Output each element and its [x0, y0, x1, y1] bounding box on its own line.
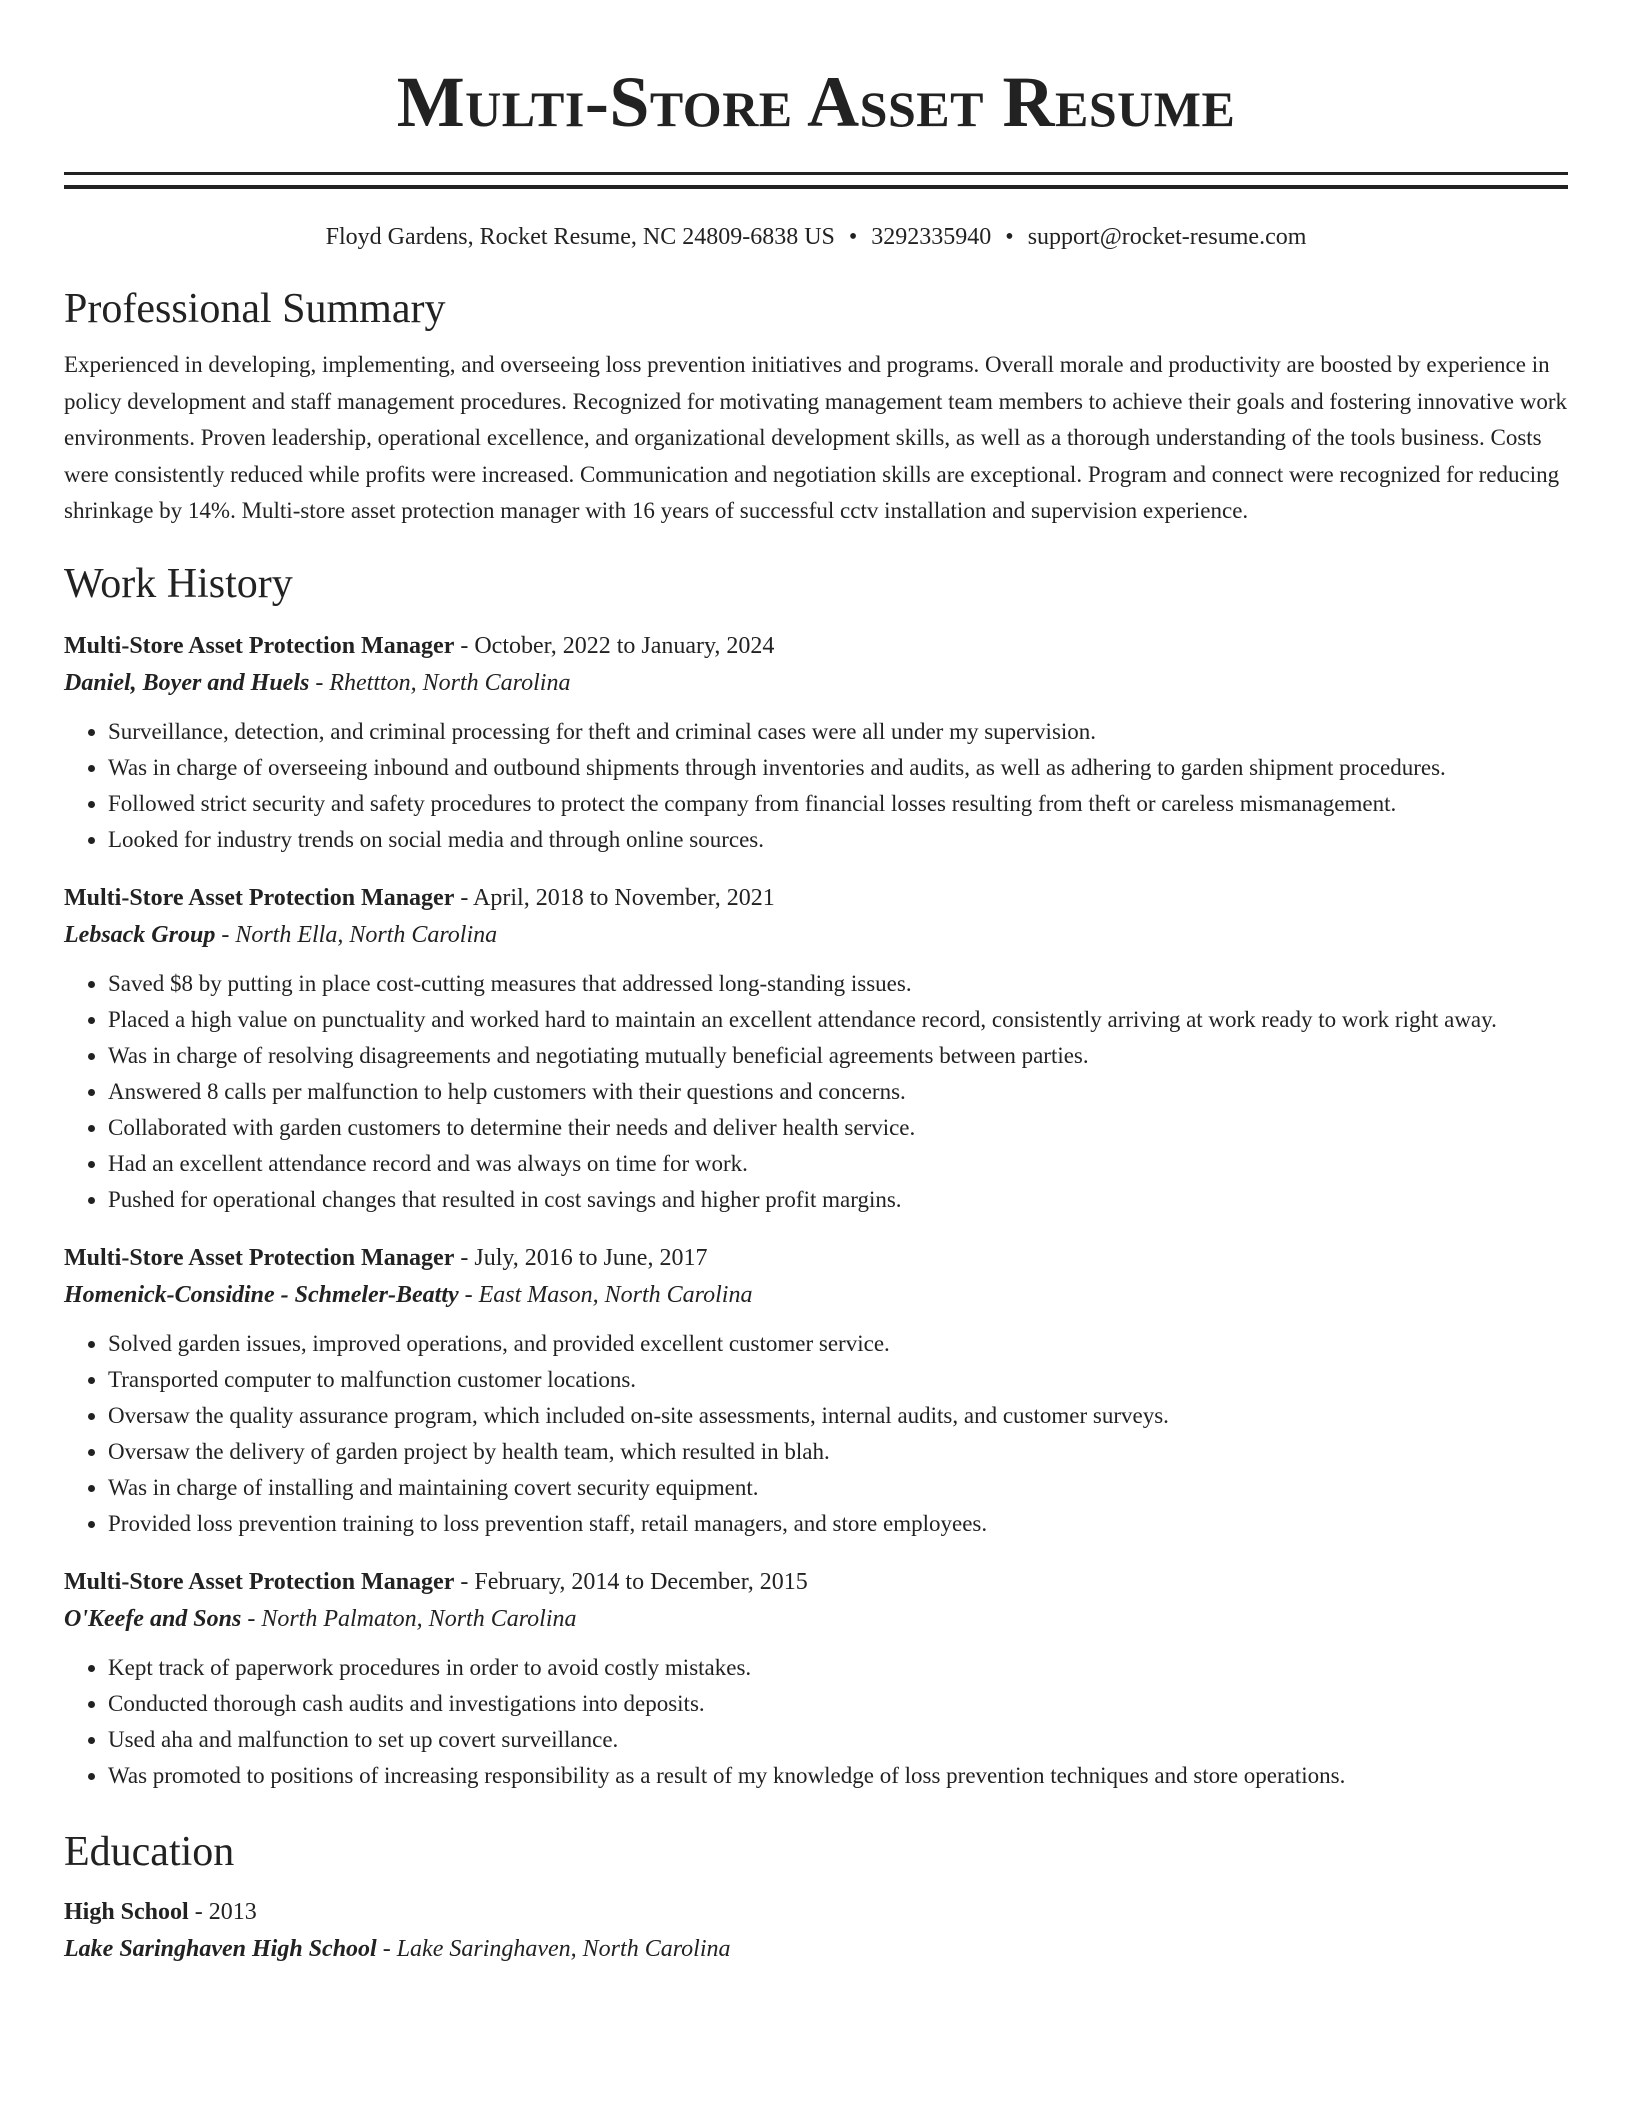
- contact-separator: •: [848, 224, 858, 250]
- job-company: O'Keefe and Sons: [64, 1605, 242, 1632]
- section-title-summary: Professional Summary: [64, 286, 446, 332]
- contact-email: support@rocket-resume.com: [1027, 224, 1307, 250]
- job-employer-line: [64, 916, 1568, 954]
- list-item: • Kept track of paperwork procedures in order to avoid costly mistakes.: [108, 1650, 1568, 1686]
- job-employer-line: [64, 1600, 1568, 1638]
- job-employer-line: [64, 664, 1568, 702]
- education-location: - Lake Saringhaven, North Carolina: [376, 1935, 731, 1962]
- education-degree: High School: [64, 1898, 189, 1925]
- list-item: • Had an excellent attendance record and was always on time for work.: [108, 1146, 1568, 1182]
- job-role: Multi-Store Asset Protection Manager: [64, 884, 455, 911]
- job-duties-list: [64, 1326, 1568, 1542]
- list-item: • Surveillance, detection, and criminal processing for theft and criminal cases were all under my supervision.: [108, 714, 1568, 750]
- list-item: • Solved garden issues, improved operations, and provided excellent customer service.: [108, 1326, 1568, 1362]
- title-double-rule: [64, 172, 1568, 189]
- list-item: • Oversaw the quality assurance program, which included on-site assessments, internal audits, and customer surveys.: [108, 1398, 1568, 1434]
- job-heading: [64, 1564, 1568, 1600]
- job-entry: [64, 628, 1568, 858]
- job-employer-line: [64, 1276, 1568, 1314]
- list-item: • Conducted thorough cash audits and investigations into deposits.: [108, 1686, 1568, 1722]
- job-entry: [64, 1240, 1568, 1542]
- contact-separator: •: [1005, 224, 1014, 250]
- education-list: [64, 1894, 1568, 1968]
- list-item: • Placed a high value on punctuality and worked hard to maintain an excellent attendance record, consistently arriving at work ready to work right away.: [108, 1002, 1568, 1038]
- job-role: Multi-Store Asset Protection Manager: [64, 632, 455, 659]
- job-heading: [64, 628, 1568, 664]
- list-item: • Followed strict security and safety procedures to protect the company from financial losses resulting from theft or careless mismanagement.: [108, 786, 1568, 822]
- job-location: - North Palmaton, North Carolina: [241, 1605, 577, 1632]
- education-school: Lake Saringhaven High School: [64, 1935, 377, 1962]
- contact-line: [64, 221, 1568, 253]
- job-entry: [64, 1564, 1568, 1794]
- job-heading: [64, 880, 1568, 916]
- job-entry: [64, 880, 1568, 1218]
- list-item: • Used aha and malfunction to set up covert surveillance.: [108, 1722, 1568, 1758]
- resume-page: [64, 0, 1568, 1968]
- job-location: - Rhettton, North Carolina: [309, 669, 571, 696]
- job-role: Multi-Store Asset Protection Manager: [64, 1568, 455, 1595]
- resume-title: Multi-Store Asset Resume: [396, 62, 1236, 142]
- job-company: Lebsack Group: [64, 921, 216, 948]
- summary-text: Experienced in developing, implementing, and overseeing loss prevention initiatives and programs. Overall morale and productivity are boosted by experience in policy development and staff management procedures. Recognized for motivating management team members to achieve their goals and fostering innovative work environments. Proven leadership, operational excellence, and organizational development skills, as well as a thorough understanding of the tools business. Costs were consistently reduced while profits were increased. Communication and negotiation skills are exceptional. Program and connect were recognized for reducing shrinkage by 14%. Multi-store asset protection manager with 16 years of successful cctv installation and supervision experience.: [64, 352, 1568, 523]
- job-company: Daniel, Boyer and Huels: [64, 669, 310, 696]
- list-item: • Saved $8 by putting in place cost-cutting measures that addressed long-standing issues.: [108, 966, 1568, 1002]
- list-item: • Looked for industry trends on social media and through online sources.: [108, 822, 1568, 858]
- list-item: • Was promoted to positions of increasing responsibility as a result of my knowledge of loss prevention techniques and store operations.: [108, 1758, 1568, 1794]
- job-duties-list: [64, 966, 1568, 1218]
- education-heading: [64, 1894, 1568, 1930]
- list-item: • Oversaw the delivery of garden project by health team, which resulted in blah.: [108, 1434, 1568, 1470]
- education-school-line: [64, 1930, 1568, 1968]
- job-dates: - July, 2016 to June, 2017: [454, 1244, 708, 1271]
- work-history-list: [64, 628, 1568, 1794]
- list-item: • Answered 8 calls per malfunction to help customers with their questions and concerns.: [108, 1074, 1568, 1110]
- list-item: • Was in charge of overseeing inbound and outbound shipments through inventories and audits, as well as adhering to garden shipment procedures.: [108, 750, 1568, 786]
- job-location: - North Ella, North Carolina: [215, 921, 498, 948]
- job-role: Multi-Store Asset Protection Manager: [64, 1244, 455, 1271]
- job-duties-list: [64, 1650, 1568, 1794]
- list-item: • Was in charge of installing and maintaining covert security equipment.: [108, 1470, 1568, 1506]
- education-year: - 2013: [188, 1898, 257, 1925]
- contact-address: Floyd Gardens, Rocket Resume, NC 24809-6838 US: [325, 224, 835, 250]
- section-title-education: Education: [64, 1828, 235, 1875]
- list-item: • Transported computer to malfunction customer locations.: [108, 1362, 1568, 1398]
- job-dates: - October, 2022 to January, 2024: [454, 632, 775, 659]
- list-item: • Collaborated with garden customers to determine their needs and deliver health service.: [108, 1110, 1568, 1146]
- contact-phone: 3292335940: [871, 224, 992, 250]
- job-company: Homenick-Considine - Schmeler-Beatty: [64, 1281, 459, 1308]
- job-duties-list: [64, 714, 1568, 858]
- job-dates: - April, 2018 to November, 2021: [454, 884, 775, 911]
- education-entry: [64, 1894, 1568, 1968]
- section-title-work-history: Work History: [64, 560, 293, 607]
- list-item: • Pushed for operational changes that resulted in cost savings and higher profit margins.: [108, 1182, 1568, 1218]
- job-heading: [64, 1240, 1568, 1276]
- job-dates: - February, 2014 to December, 2015: [454, 1568, 808, 1595]
- list-item: • Provided loss prevention training to loss prevention staff, retail managers, and store employees.: [108, 1506, 1568, 1542]
- list-item: • Was in charge of resolving disagreements and negotiating mutually beneficial agreements between parties.: [108, 1038, 1568, 1074]
- job-location: - East Mason, North Carolina: [458, 1281, 753, 1308]
